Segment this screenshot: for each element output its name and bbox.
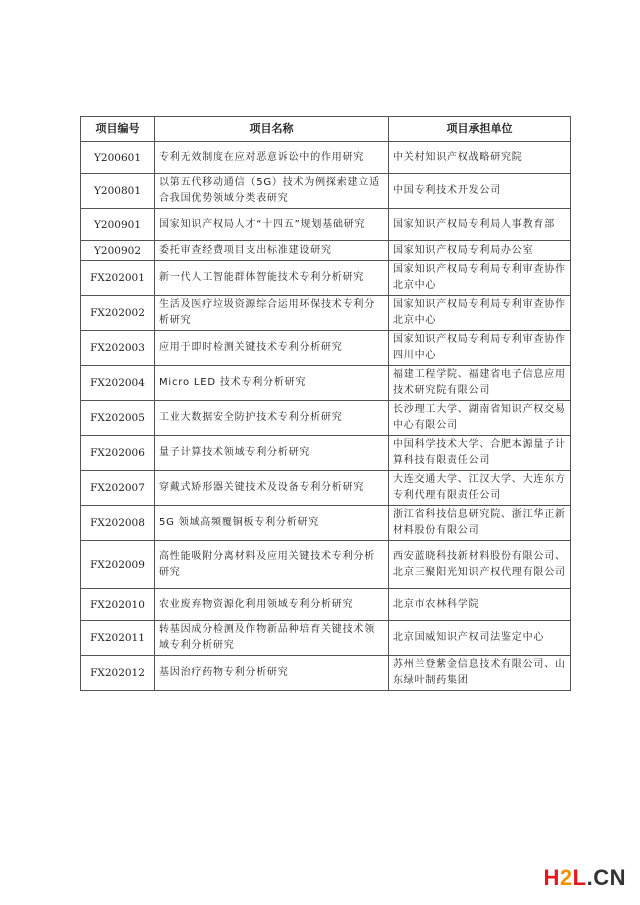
project-name-cell: 新一代人工智能群体智能技术专利分析研究 (155, 261, 389, 296)
project-code-cell: FX202006 (81, 436, 155, 471)
project-name-cell: 国家知识产权局人才“十四五”规划基础研究 (155, 209, 389, 241)
project-unit-cell: 国家知识产权局专利局办公室 (389, 241, 571, 261)
project-code-cell: FX202003 (81, 331, 155, 366)
project-unit-cell: 苏州兰登紫金信息技术有限公司、山东绿叶制药集团 (389, 656, 571, 691)
project-name-cell: 量子计算技术领域专利分析研究 (155, 436, 389, 471)
project-unit-cell: 国家知识产权局专利局专利审查协作四川中心 (389, 331, 571, 366)
table-row (81, 506, 571, 541)
project-unit-cell: 大连交通大学、江汉大学、大连东方专利代理有限责任公司 (389, 471, 571, 506)
table-row (81, 241, 571, 261)
project-code-cell: Y200601 (81, 142, 155, 174)
project-unit-cell: 浙江省科技信息研究院、浙江华正新材料股份有限公司 (389, 506, 571, 541)
logo-letter-l: L (572, 865, 587, 890)
project-name-cell: 专利无效制度在应对恶意诉讼中的作用研究 (155, 142, 389, 174)
logo-letter-h: H (543, 865, 560, 890)
project-code-cell: Y200901 (81, 209, 155, 241)
project-name-cell: 穿戴式矫形器关键技术及设备专利分析研究 (155, 471, 389, 506)
project-code-cell: FX202010 (81, 589, 155, 621)
header-project-code: 项目编号 (81, 117, 155, 142)
header-project-unit: 项目承担单位 (389, 117, 571, 142)
project-code-cell: FX202009 (81, 541, 155, 589)
project-code-cell: FX202008 (81, 506, 155, 541)
table-row (81, 331, 571, 366)
project-unit-cell: 长沙理工大学、湖南省知识产权交易中心有限公司 (389, 401, 571, 436)
table-row (81, 621, 571, 656)
table-row (81, 656, 571, 691)
table-row (81, 366, 571, 401)
project-code-cell: Y200801 (81, 174, 155, 209)
project-name-cell: 转基因成分检测及作物新品种培育关键技术领域专利分析研究 (155, 621, 389, 656)
project-code-cell: Y200902 (81, 241, 155, 261)
logo-digit-2: 2 (559, 865, 573, 890)
table-row (81, 541, 571, 589)
table-header-row (81, 117, 571, 142)
header-project-name: 项目名称 (155, 117, 389, 142)
project-name-cell: 5G 领域高频覆铜板专利分析研究 (155, 506, 389, 541)
project-code-cell: FX202005 (81, 401, 155, 436)
project-name-cell: 农业废弃物资源化利用领域专利分析研究 (155, 589, 389, 621)
project-unit-cell: 北京市农林科学院 (389, 589, 571, 621)
project-name-cell: 以第五代移动通信（5G）技术为例探索建立适合我国优势领域分类表研究 (155, 174, 389, 209)
project-code-cell: FX202007 (81, 471, 155, 506)
table-row (81, 142, 571, 174)
project-unit-cell: 中关村知识产权战略研究院 (389, 142, 571, 174)
project-code-cell: FX202001 (81, 261, 155, 296)
project-code-cell: FX202002 (81, 296, 155, 331)
project-code-cell: FX202004 (81, 366, 155, 401)
project-name-cell: 工业大数据安全防护技术专利分析研究 (155, 401, 389, 436)
project-unit-cell: 中国科学技术大学、合肥本源量子计算科技有限责任公司 (389, 436, 571, 471)
table-row (81, 296, 571, 331)
table-row (81, 174, 571, 209)
project-name-cell: 委托审查经费项目支出标准建设研究 (155, 241, 389, 261)
logo-cn: CN (593, 865, 626, 890)
table-row (81, 261, 571, 296)
table-row (81, 436, 571, 471)
project-unit-cell: 西安蓝晓科技新材料股份有限公司、北京三聚阳光知识产权代理有限公司 (389, 541, 571, 589)
logo-dot: . (586, 865, 594, 890)
project-unit-cell: 国家知识产权局专利局专利审查协作北京中心 (389, 261, 571, 296)
h2l-logo (544, 865, 627, 891)
project-unit-cell: 中国专利技术开发公司 (389, 174, 571, 209)
project-unit-cell: 国家知识产权局专利局专利审查协作北京中心 (389, 296, 571, 331)
project-code-cell: FX202011 (81, 621, 155, 656)
project-name-cell: Micro LED 技术专利分析研究 (155, 366, 389, 401)
table-row (81, 401, 571, 436)
project-unit-cell: 北京国威知识产权司法鉴定中心 (389, 621, 571, 656)
project-name-cell: 高性能吸附分离材料及应用关键技术专利分析研究 (155, 541, 389, 589)
table-row (81, 471, 571, 506)
table-row (81, 589, 571, 621)
project-unit-cell: 国家知识产权局专利局人事教育部 (389, 209, 571, 241)
table-row (81, 209, 571, 241)
project-table (80, 116, 571, 691)
project-unit-cell: 福建工程学院、福建省电子信息应用技术研究院有限公司 (389, 366, 571, 401)
project-name-cell: 基因治疗药物专利分析研究 (155, 656, 389, 691)
project-code-cell: FX202012 (81, 656, 155, 691)
project-name-cell: 应用于即时检测关键技术专利分析研究 (155, 331, 389, 366)
project-name-cell: 生活及医疗垃圾资源综合运用环保技术专利分析研究 (155, 296, 389, 331)
